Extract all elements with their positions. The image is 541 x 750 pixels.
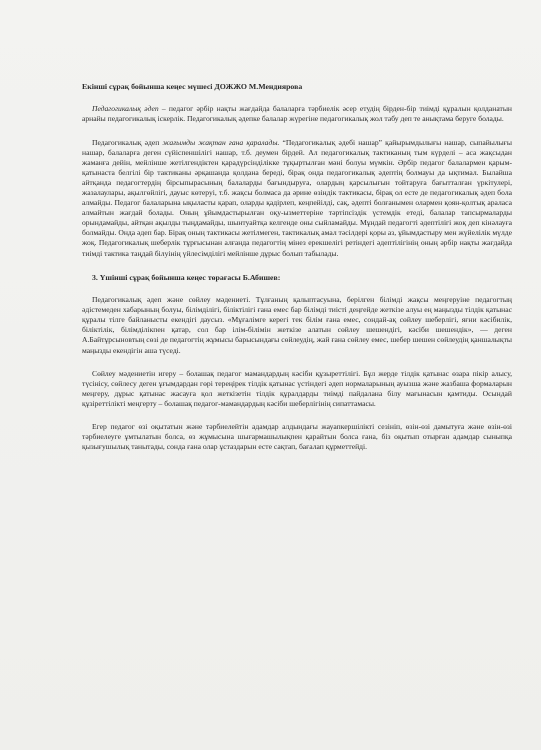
section-heading-third-question: 3. Үшінші сұрақ бойынша кеңес төрағасы Б.Абишев: [92,272,281,282]
paragraph-tact-vs-tactics: Педагогикалық әдеп жағымды жақтан ғана қаралады. “Педагогикалық әдебі нашар” қайырымдылығы нашар, сыпайылығы нашар, балаларға деген сүйіспеншілігі нашар, т.б. деумен бірдей. Ал педагогикалық тактиканың тым күрделі – аса жақсыдан жаманға дейін, мейлінше жетілгендіктен қарадүрсінділікке тұқыртылған мәні болуы мүмкін. Әрбір педагог балалармен қарым-қатынаста белгілі бір тактиканы әрқашанда қолдана береді, бірақ онда педагогикалық әдептің болмауы да ықтимал. Былайша айтқанда педагогтердің бірсыпырасының балаларды бағындыруға, олардың қарсылығын тойтаруға бағытталған үркітулері, жазалаулары, ақылгөйлігі, дауыс көтеруі, т.б. жақсы болмаса да әрине өзіндік тактикасы, бірақ ол есте де педагогикалық әдеп бола алмайды. Педагог балаларына ықыласты қарап, оларды қадірлеп, кеңпейілді, сақ, әдепті болғанымен олармен қоян-қолтық араласа алмайтын жағдай болады. Оның ұйымдастырылған оқу-ызметтеріне тәртіпсіздік үстемдік етеді, балалар тапсырмаларды орындамайды, айтқан ақылды тыңдамайды, шынтуайтқа келгенде оны сыйламайды. Мұндай педагогті әдептілігі жоқ деп кінәлауға болмайды. Онда әдеп бар. Бірақ оның тактикасы жетілмеген, тактикалық амал тәсілдері қоры аз, ұйымдастыру мен жүйелілік мүлде жоқ. Педагогикалық шеберлік тұрғысынан алғанда педагогтің мінез ерекшелігі ретіндегі әдептілігінің оның әрбір нақты жағдайда тиімді тактика таңдай білуінің үйлесімділігі мейлінше дұрыс болып табылады. [82,137,512,258]
paragraph-responsibility: Егер педагог өзі оқытатын және тәрбиелейтін адамдар алдындағы жауапкершілікті сезініп, өзін-өзі дамытуға және өзін-өзі тәрбиелеуге ұмтылатын болса, өз жұмысына шығармашылықпен қарайтын болса ғана, біз оқытып отырған адамдар сыныпқа қызығушылық танытады, сонда ғана олар ұстаздарын есте сақтап, бағалап құрметтейді. [82,421,512,452]
emphasis-positive-side: жағымды жақтан ғана қаралады. [162,137,280,147]
paragraph-definition: Педагогикалық әдеп – педагог әрбір нақты жағдайда балаларға тәрбиелік әсер етудің бірден-бір тиімді құралын қолданатын арнайы педагогикалық іскерлік. Педагогикалық әдепке балалар жүрегіне педагогикалық жол табу деп те анықтама беруге болады. [82,104,512,124]
term-pedagogical-tact: Педагогикалық әдеп [92,104,159,114]
section-heading-second-question: Екінші сұрақ бойынша кеңес мүшесі ДОЖЖО М.Мендиярова [82,82,303,91]
document-body [82,82,512,465]
paragraph-speech-culture: Педагогикалық әдеп және сөйлеу мәдениеті. Тұлғаның қалыптасуына, берілген білімді жақсы меңгеруіне педагогтың әдістемеден хабарының болуы, білімділігі, біліктілігі ғана емес бар білімді тиісті деңгейде жеткізе алуы ең маңызды тілдік қатынас құралы тілге байланысты екендігі даусыз. «Мұғалімге керегі тек білім ғана емес, сондай-ақ сөйлеу шеберлігі, яғни кәсібилік, біліктілік, білімділікпен қатар, сол бар ілім-білімін жеткізе алатын сөйлеу шешендігі, кәсіби шешендік», — деген А.Байтұрсыновтың сөзі де педагогтің жұмысы барысындағы сөйлеудің, жай ғана сөйлеу емес, шебер шешен сөйлеудің қаншалықты маңызды екендігін аша түседі. [82,295,512,355]
paragraph-competence: Сөйлеу мәдениетін игеру – болашақ педагог мамандардың кәсіби құзыреттілігі. Бұл жерде тілдік қатынас өзара пікір алысу, түсінісу, сөйлесу деген ұғымдардан гөрі тереңірек тілдік қатынас үстіндегі әдеп нормаларының ауызша және жазбаша формаларын меңгеру, дұрыс қатынас жасауға қол жеткізетін тілдік құралдарды тиімді пайдалана білу мағынасын қамтиды. Осындай құзіреттілікті меңгерту – болашақ педагог-мамандардың кәсіби шеберлігінің сипаттамасы. [82,368,512,408]
